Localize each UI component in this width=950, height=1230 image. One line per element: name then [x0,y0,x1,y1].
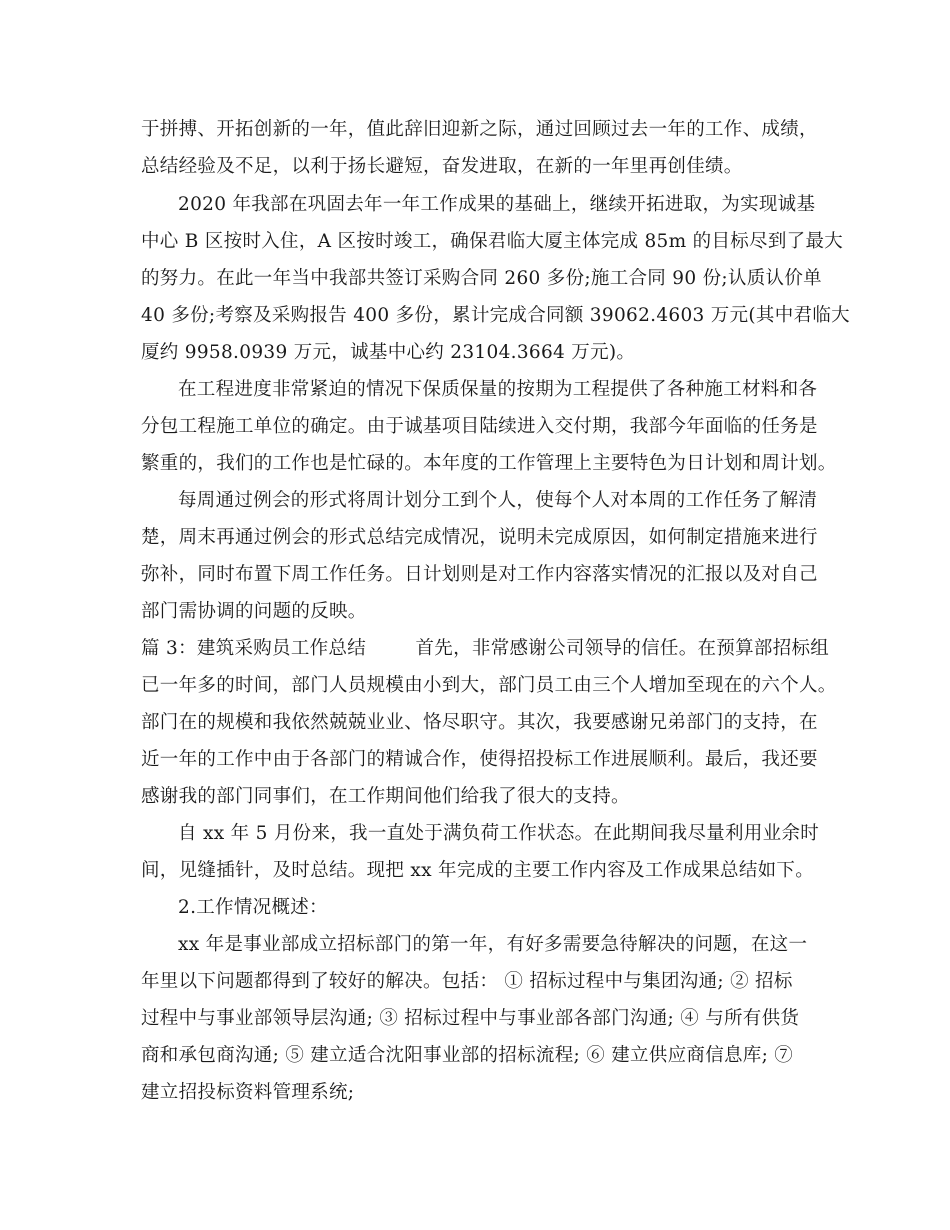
text-line: 感谢我的部门同事们，在工作期间他们给我了很大的支持。 [141,786,630,807]
text-line: 在工程进度非常紧迫的情况下保质保量的按期为工程提供了各种施工材料和各 [178,379,818,400]
text-line: xx 年是事业部成立招标部门的第一年，有好多需要急待解决的问题，在这一 [178,934,808,955]
text-line: 中心 B 区按时入住，A 区按时竣工，确保君临大厦主体完成 85m 的目标尽到了最大 [141,231,844,252]
text-line: 的努力。在此一年当中我部共签订采购合同 260 多份;施工合同 90 份;认质认价单 [141,268,822,289]
text-line: 厦约 9958.0939 万元，诚基中心约 23104.3664 万元)。 [141,342,636,363]
text-line: 2020 年我部在巩固去年一年工作成果的基础上，继续开拓进取，为实现诚基 [178,194,816,215]
text-line: 部门需协调的问题的反映。 [141,601,367,622]
text-line: 总结经验及不足，以利于扬长避短，奋发进取，在新的一年里再创佳绩。 [141,156,743,177]
text-line: 过程中与事业部领导层沟通; ③ 招标过程中与事业部各部门沟通; ④ 与所有供货 [141,1008,800,1029]
subheading-line: 2.工作情况概述： [178,897,328,918]
text-line: 分包工程施工单位的确定。由于诚基项目陆续进入交付期，我部今年面临的任务是 [141,416,818,437]
text-line: 间，见缝插针，及时总结。现把 xx 年完成的主要工作内容及工作成果总结如下。 [141,860,815,881]
text-line: 繁重的，我们的工作也是忙碌的。本年度的工作管理上主要特色为日计划和周计划。 [141,453,837,474]
text-line: 弥补，同时布置下周工作任务。日计划则是对工作内容落实情况的汇报以及对自己 [141,564,818,585]
text-line: 近一年的工作中由于各部门的精诚合作，使得招投标工作进展顺利。最后，我还要 [141,749,818,770]
text-line: 每周通过例会的形式将周计划分工到个人，使每个人对本周的工作任务了解清 [178,490,818,511]
section-heading-line: 篇 3：建筑采购员工作总结 首先，非常感谢公司领导的信任。在预算部招标组 [141,638,830,659]
text-line: 已一年多的时间，部门人员规模由小到大，部门员工由三个人增加至现在的六个人。 [141,675,837,696]
text-line: 于拼搏、开拓创新的一年，值此辞旧迎新之际，通过回顾过去一年的工作、成绩， [141,119,818,140]
text-line: 年里以下问题都得到了较好的解决。包括： ① 招标过程中与集团沟通; ② 招标 [141,971,793,992]
text-line: 自 xx 年 5 月份来，我一直处于满负荷工作状态。在此期间我尽量利用业余时 [178,823,820,844]
text-line: 部门在的规模和我依然兢兢业业、恪尽职守。其次，我要感谢兄弟部门的支持，在 [141,712,818,733]
text-line: 建立招投标资料管理系统; [141,1082,355,1103]
text-line: 商和承包商沟通; ⑤ 建立适合沈阳事业部的招标流程; ⑥ 建立供应商信息库; ⑦ [141,1045,794,1066]
text-line: 40 多份;考察及采购报告 400 多份，累计完成合同额 39062.4603 万元(其中君临大 [141,305,850,326]
text-line: 楚，周末再通过例会的形式总结完成情况，说明未完成原因，如何制定措施来进行 [141,527,818,548]
